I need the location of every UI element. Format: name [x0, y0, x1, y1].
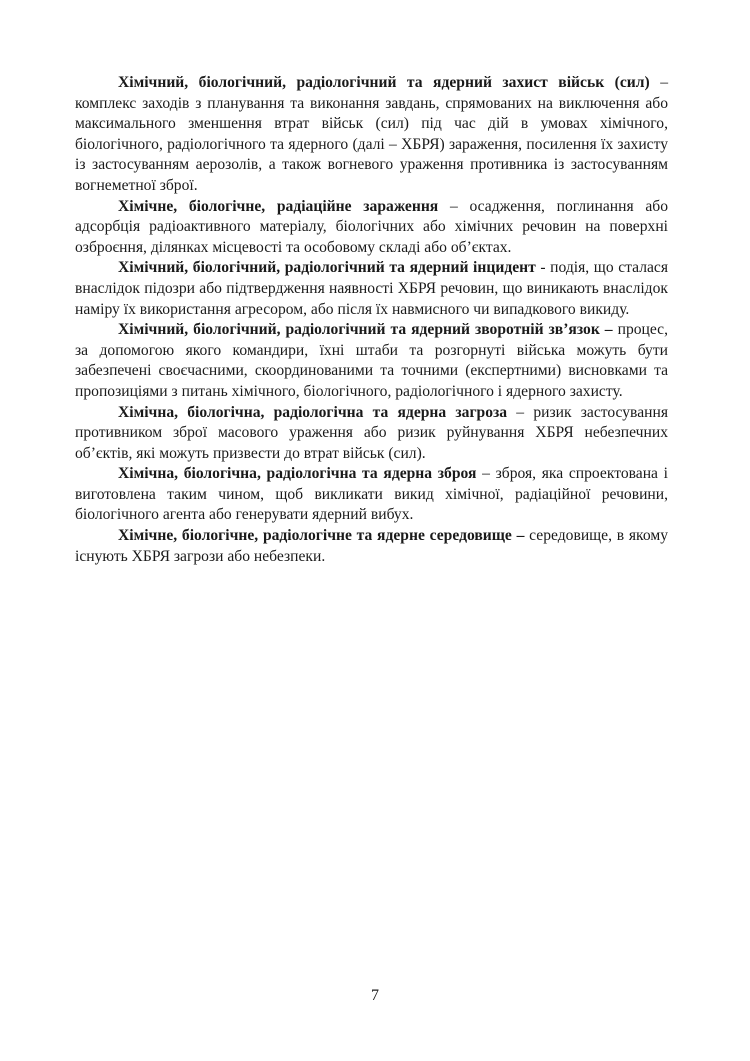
definition-paragraph — [75, 73, 668, 197]
document-body — [75, 73, 668, 567]
definition-text: – зброя, яка спроектована і виготовлена таким чином, щоб викликати викид хімічної, радіаційної речовини, біологічного агента або генерувати ядерний вибух. — [75, 465, 668, 524]
definition-text: - подія, що сталася внаслідок підозри або підтвердження наявності ХБРЯ речовин, що виникають внаслідок наміру їх використання агресором, або після їх навмисного чи випадкового викиду. — [75, 259, 668, 318]
definition-paragraph — [75, 320, 668, 402]
definition-text: – осадження, поглинання або адсорбція радіоактивного матеріалу, біологічних або хімічних речовин на поверхні озброєння, ділянках місцевості та особовому складі або об’єктах. — [75, 197, 668, 256]
definition-paragraph — [75, 197, 668, 259]
definition-term: Хімічний, біологічний, радіологічний та ядерний зворотній зв’язок – — [118, 321, 613, 339]
definition-term: Хімічне, біологічне, радіаційне зараження — [118, 197, 439, 215]
definition-paragraph — [75, 258, 668, 320]
definition-paragraph — [75, 403, 668, 465]
definition-term: Хімічне, біологічне, радіологічне та ядерне середовище – — [118, 527, 525, 545]
definition-term: Хімічна, біологічна, радіологічна та ядерна зброя — [118, 465, 477, 483]
definition-term: Хімічний, біологічний, радіологічний та ядерний захист військ (сил) — [118, 74, 650, 91]
definition-paragraph — [75, 526, 668, 567]
definition-text: процес, за допомогою якого командири, їхні штаби та розгорнуті війська можуть бути забезпечені своєчасними, скоординованими та точними (експертними) висновками та пропозиціями з питань хімічного, біологічного, радіологічного і ядерного захисту. — [75, 321, 669, 400]
definition-text: – ризик застосування противником зброї масового ураження або ризик руйнування ХБРЯ небезпечних об’єктів, які можуть призвести до втрат військ (сил). — [75, 403, 669, 462]
page-number: 7 — [371, 987, 379, 1004]
definition-term: Хімічний, біологічний, радіологічний та ядерний інцидент — [118, 259, 536, 277]
definition-paragraph — [75, 464, 668, 526]
definition-text: середовище, в якому існують ХБРЯ загрози або небезпеки. — [75, 527, 669, 565]
definition-term: Хімічна, біологічна, радіологічна та ядерна загроза — [118, 403, 508, 421]
definition-text: – комплекс заходів з планування та виконання завдань, спрямованих на виключення або максимального зменшення втрат військ (сил) під час дій в умовах хімічного, біологічного, радіологічного та ядерного (далі – ХБРЯ) зараження, посилення їх захисту із застосуванням аерозолів, а також вогневого ураження противника із застосуванням вогнеметної зброї. — [75, 74, 668, 194]
